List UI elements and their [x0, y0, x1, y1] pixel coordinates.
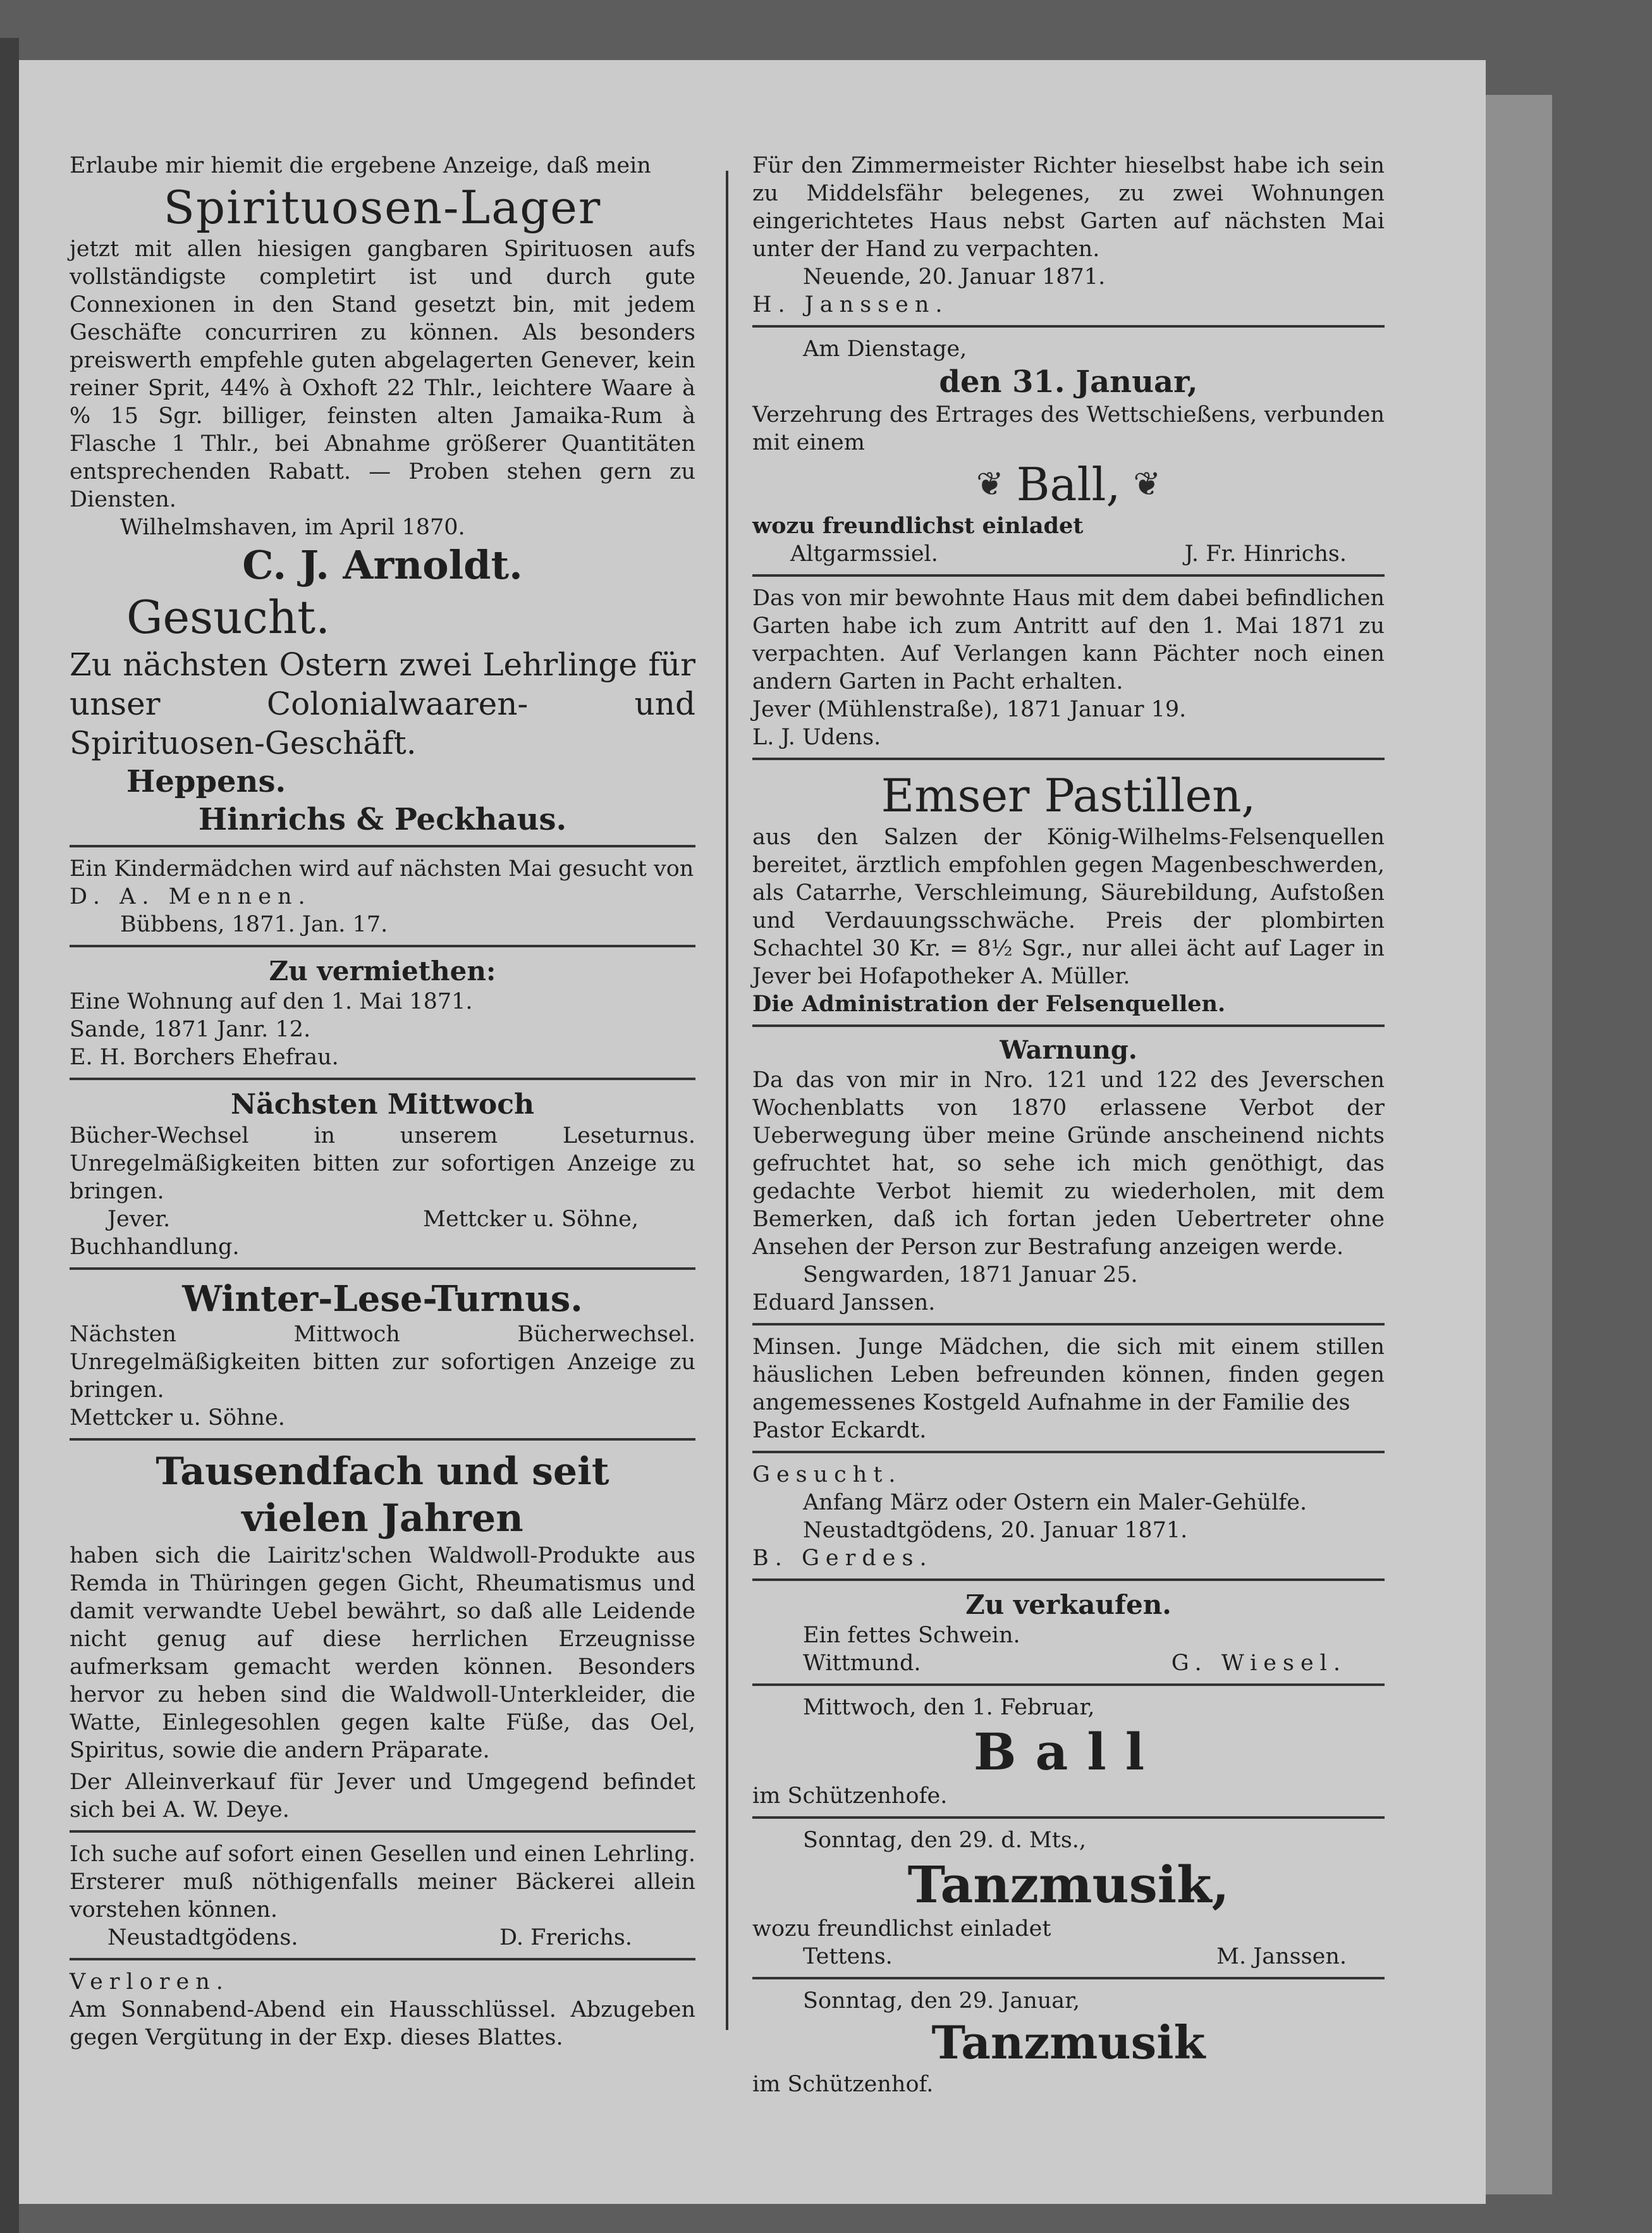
ad-title: Tanzmusik,: [907, 1855, 1230, 1914]
ad-tanzmusik-tettens: [752, 1826, 1385, 1971]
ad-body: aus den Salzen der König-Wilhelms-Felsenquellen bereitet, ärztlich empfohlen gegen Magenbeschwerden, als Catarrhe, Verschleimung, Säurebildung, Aufstoßen und Verdauungsschwäche. Preis der plombirten Schachtel 30 Kr. = 8½ Sgr., nur allei ächt auf Lager in Jever bei Hofapotheker A. Müller.: [752, 825, 1385, 989]
ad-body: jetzt mit allen hiesigen gangbaren Spirituosen aufs vollständigste completirt ist und durch gute Connexionen in den Stand gesetzt bin, mit jedem Geschäfte concurriren zu können. Als besonders preiswerth empfehle guten abgelagerten Genever, kein reiner Sprit, 44% à Oxhoft 22 Thlr., leichtere Waare à % 15 Sgr. billiger, feinsten alten Jamaika-Rum à Flasche 1 Thlr., bei Abnahme größerer Quantitäten entsprechenden Rabatt. — Proben stehen gern zu Diensten.: [70, 237, 695, 512]
flourish-right-icon: ❦: [1133, 465, 1161, 503]
ad-intro: Am Dienstage,: [803, 336, 967, 362]
ad-separator: [752, 1578, 1385, 1581]
ad-separator: [70, 1830, 695, 1833]
ad-tanzmusik-schuetzenhof: [752, 1987, 1385, 2098]
ad-separator: [70, 1267, 695, 1270]
ad-place: Wittmund.: [803, 1651, 921, 1676]
ad-signature-sub: Buchhandlung.: [70, 1234, 240, 1260]
ad-footer: [752, 540, 1385, 568]
ad-place-date: Bübbens, 1871. Jan. 17.: [120, 912, 388, 937]
ad-signature: Mettcker u. Söhne.: [70, 1405, 285, 1430]
ad-spirituosen-lager: [70, 152, 695, 589]
ad-body: Verzehrung des Ertrages des Wettschießens, verbunden mit einem: [752, 402, 1385, 455]
ad-body: Anfang März oder Ostern ein Maler-Gehülfe.: [803, 1490, 1307, 1515]
ad-invite: wozu freundlichst einladet: [752, 1916, 1051, 1941]
ad-name: D. A. Mennen.: [70, 884, 312, 909]
ad-signature: E. H. Borchers Ehefrau.: [70, 1045, 339, 1070]
ad-title: Warnung.: [1000, 1035, 1137, 1065]
ad-intro: Erlaube mir hiemit die ergebene Anzeige, daß mein: [70, 153, 651, 178]
ad-signature: H. Janssen.: [752, 292, 949, 317]
ad-body: Am Sonnabend-Abend ein Hausschlüssel. Abzugeben gegen Vergütung in der Exp. dieses Blattes.: [70, 1997, 695, 2050]
ad-title: Tanzmusik: [931, 2015, 1206, 2069]
ad-venue: im Schützenhofe.: [752, 1783, 948, 1809]
ad-zu-vermiethen: [70, 955, 695, 1071]
flourish-left-icon: ❦: [976, 465, 1004, 503]
ad-place-date: Neustadtgödens, 20. Januar 1871.: [803, 1518, 1188, 1543]
ad-place: Altgarmssiel.: [790, 541, 938, 567]
ad-warnung: [752, 1035, 1385, 1317]
ad-place: Tettens.: [803, 1944, 893, 1969]
ad-signature: Die Administration der Felsenquellen.: [752, 991, 1226, 1017]
ad-zimmermeister: [752, 152, 1385, 319]
ad-title: Nächsten Mittwoch: [231, 1088, 534, 1121]
ad-body: Eine Wohnung auf den 1. Mai 1871.: [70, 989, 473, 1014]
column-divider: [726, 171, 728, 2030]
ad-place-date: Neuende, 20. Januar 1871.: [803, 264, 1106, 290]
ad-note: Der Alleinverkauf für Jever und Umgegend befindet sich bei A. W. Deye.: [70, 1769, 695, 1823]
ad-haus-verpachten: [752, 584, 1385, 751]
ad-place-date: Sengwarden, 1871 Januar 25.: [803, 1262, 1138, 1288]
ad-title: Emser Pastillen,: [881, 769, 1256, 822]
ad-title: Winter-Lese-Turnus.: [182, 1278, 583, 1320]
ad-separator: [752, 574, 1385, 577]
ad-geselle-gesucht: [70, 1840, 695, 1952]
ad-separator: [752, 1451, 1385, 1453]
ad-tausendfach: [70, 1448, 695, 1824]
ad-intro: Sonntag, den 29. Januar,: [803, 1988, 1080, 2014]
ad-separator: [752, 1977, 1385, 1979]
right-column: [752, 152, 1385, 2098]
ad-footer: [70, 1924, 695, 1952]
ad-title: Zu verkaufen.: [965, 1589, 1172, 1620]
ad-intro: Mittwoch, den 1. Februar,: [803, 1695, 1095, 1720]
ad-body: Ich suche auf sofort einen Gesellen und einen Lehrling. Ersterer muß nöthigenfalls meiner Bäckerei allein vorstehen können.: [70, 1842, 695, 1922]
ad-separator: [752, 758, 1385, 760]
ad-intro: Sonntag, den 29. d. Mts.,: [803, 1828, 1087, 1853]
ad-separator: [752, 1816, 1385, 1819]
ad-signature: L. J. Udens.: [752, 725, 881, 750]
ad-separator: [70, 945, 695, 947]
ad-body: haben sich die Lairitz'schen Waldwoll-Produkte aus Remda in Thüringen gegen Gicht, Rheumatismus und damit verwandte Uebel bewährt, so daß alle Leidende nicht genug auf diese herrlichen Erzeugnisse aufmerksam gemacht werden können. Besonders hervor zu heben sind die Waldwoll-Unterkleider, die Watte, Einlegesohlen gegen kalte Füße, das Oel, Spiritus, sowie die andern Präparate.: [70, 1543, 695, 1763]
ad-title-row: [752, 457, 1385, 512]
ad-signature: D. Frerichs.: [499, 1925, 632, 1950]
ad-date: den 31. Januar,: [939, 364, 1198, 400]
ad-verloren: [70, 1968, 695, 2052]
ad-title: Gesucht.: [126, 591, 330, 644]
ad-maler-gesucht: [752, 1461, 1385, 1572]
ad-separator: [70, 845, 695, 847]
ad-title: Ball,: [1016, 458, 1121, 511]
ad-venue: im Schützenhof.: [752, 2072, 934, 2097]
ad-body: Ein Kindermädchen wird auf nächsten Mai gesucht von: [70, 856, 694, 882]
page-stack-edge: [1483, 95, 1552, 2194]
ad-emser-pastillen: [752, 768, 1385, 1018]
ad-title: Gesucht.: [752, 1462, 902, 1487]
ad-kindermaedchen: [70, 855, 695, 938]
ad-signature: Mettcker u. Söhne,: [423, 1207, 639, 1232]
ad-place: Jever.: [107, 1207, 171, 1232]
ad-title: Verloren.: [70, 1969, 229, 1995]
ad-footer: [70, 1205, 695, 1233]
ad-signature: J. Fr. Hinrichs.: [1184, 541, 1347, 567]
ad-separator: [70, 1078, 695, 1080]
ad-body: Das von mir bewohnte Haus mit dem dabei befindlichen Garten habe ich zum Antritt auf den 1. Mai 1871 zu verpachten. Auf Verlangen kann Pächter noch einen andern Garten in Pacht erhalten.: [752, 586, 1385, 694]
ad-signature: Hinrichs & Peckhaus.: [198, 802, 567, 837]
ad-separator: [752, 1683, 1385, 1686]
ad-signature: Eduard Janssen.: [752, 1290, 936, 1315]
ad-body: Da das von mir in Nro. 121 und 122 des Jeverschen Wochenblatts von 1870 erlassene Verbot der Ueberwegung über meine Gründe anscheinend nichts gefruchtet hat, so sehe ich mich genöthigt, das gedachte Verbot hiemit zu wiederholen, mit dem Bemerken, daß ich fortan jeden Uebertreter ohne Ansehen der Person zur Bestrafung anzeigen werde.: [752, 1067, 1385, 1260]
scan-left-edge: [0, 38, 19, 2233]
ad-minsen: [752, 1333, 1385, 1444]
ad-signature: B. Gerdes.: [752, 1546, 933, 1571]
ad-signature: M. Janssen.: [1216, 1944, 1347, 1969]
ad-body: Bücher-Wechsel in unserem Leseturnus. Unregelmäßigkeiten bitten zur sofortigen Anzeige zu bringen.: [70, 1123, 695, 1204]
ad-winter-lese-turnus: [70, 1277, 695, 1432]
ad-place-date: Wilhelmshaven, im April 1870.: [120, 515, 465, 540]
ad-footer: [752, 1649, 1385, 1677]
ad-body: Ein fettes Schwein.: [803, 1623, 1020, 1648]
ad-title: Ball: [973, 1722, 1164, 1781]
ad-body: Für den Zimmermeister Richter hieselbst habe ich sein zu Middelsfähr belegenes, zu zwei Wohnungen eingerichtetes Haus nebst Garten auf nächsten Mai unter der Hand zu verpachten.: [752, 153, 1385, 262]
ad-place: Heppens.: [126, 764, 286, 799]
ad-separator: [70, 1958, 695, 1960]
ad-place: Neustadtgödens.: [107, 1925, 298, 1950]
ad-ball-dienstag: [752, 335, 1385, 568]
ad-body: Zu nächsten Ostern zwei Lehrlinge für unser Colonialwaaren- und Spirituosen-Geschäft.: [70, 646, 695, 761]
ad-invite: wozu freundlichst einladet: [752, 513, 1084, 539]
ad-signature: Pastor Eckardt.: [752, 1418, 927, 1443]
ad-title: Zu vermiethen:: [269, 956, 496, 987]
ad-zu-verkaufen: [752, 1589, 1385, 1677]
ad-body: Minsen. Junge Mädchen, die sich mit einem stillen häuslichen Leben befreunden können, finden gegen angemessenes Kostgeld Aufnahme in der Familie des: [752, 1334, 1385, 1415]
ad-signature: C. J. Arnoldt.: [242, 542, 523, 588]
ad-place-date: Sande, 1871 Janr. 12.: [70, 1017, 311, 1042]
ad-gesucht-lehrlinge: [70, 589, 695, 839]
ad-title: Tausendfach und seit vielen Jahren: [156, 1449, 609, 1541]
ad-body: Nächsten Mittwoch Bücherwechsel. Unregelmäßigkeiten bitten zur sofortigen Anzeige zu bringen.: [70, 1322, 695, 1403]
ad-separator: [752, 1024, 1385, 1027]
ad-title: Spirituosen-Lager: [163, 181, 602, 234]
ad-ball-mittwoch: [752, 1694, 1385, 1810]
left-column: [70, 152, 695, 2052]
ad-place-date: Jever (Mühlenstraße), 1871 Januar 19.: [752, 697, 1187, 722]
ad-separator: [70, 1438, 695, 1441]
ad-footer: [752, 1943, 1385, 1971]
ad-naechsten-mittwoch: [70, 1088, 695, 1261]
ad-separator: [752, 325, 1385, 328]
ad-separator: [752, 1323, 1385, 1326]
ad-signature: G. Wiesel.: [1171, 1651, 1347, 1676]
